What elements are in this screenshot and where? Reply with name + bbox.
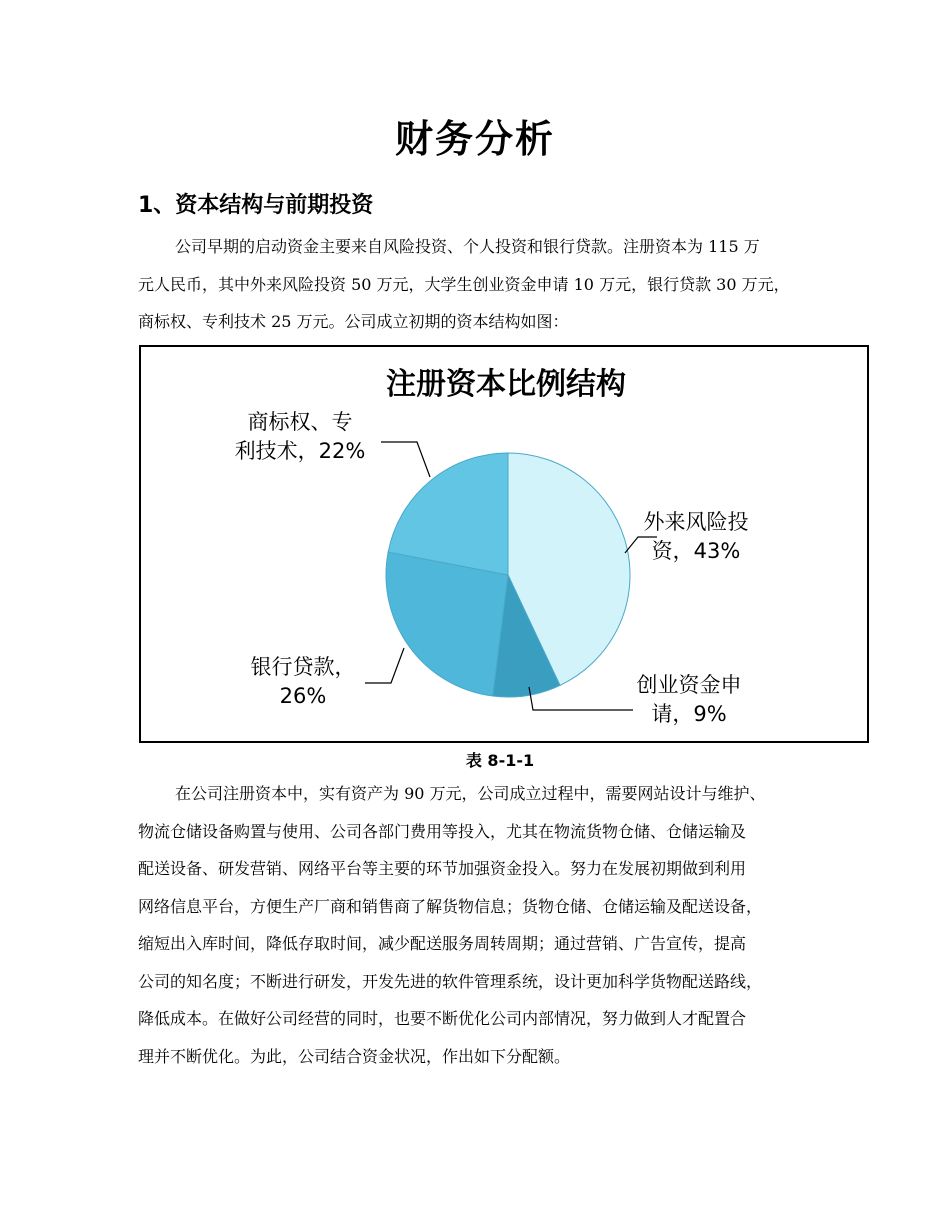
slice-label: 请，9% (651, 702, 727, 726)
chart-caption: 表 8-1-1 (465, 751, 535, 770)
paragraph-line: 网络信息平台，方便生产厂商和销售商了解货物信息；货物仓储、仓储运输及配送设备， (138, 896, 763, 916)
pie-chart (141, 347, 871, 745)
leader-line (381, 442, 430, 477)
pie-slice (386, 552, 508, 696)
paragraph-line: 商标权、专利技术 25 万元。公司成立初期的资本结构如图： (138, 312, 569, 331)
slice-label: 外来风险投 (643, 510, 749, 534)
section-heading: 1、资本结构与前期投资 (138, 193, 374, 218)
paragraph-line: 降低成本。在做好公司经营的同时，也要不断优化公司内部情况，努力做到人才配置合 (138, 1009, 747, 1028)
paragraph-line: 元人民币，其中外来风险投资 50 万元，大学生创业资金申请 10 万元，银行贷款 30 万元， (138, 274, 790, 294)
paragraph-line: 公司早期的启动资金主要来自风险投资、个人投资和银行贷款。注册资本为 115 万 (175, 237, 760, 256)
leader-line (365, 648, 404, 683)
chart-title: 注册资本比例结构 (386, 367, 626, 402)
page-title: 财务分析 (394, 117, 555, 161)
paragraph-line: 缩短出入库时间，降低存取时间，减少配送服务周转周期；通过营销、广告宣传，提高 (138, 934, 747, 953)
paragraph-line: 物流仓储设备购置与使用、公司各部门费用等投入，尤其在物流货物仓储、仓储运输及 (138, 821, 747, 841)
slice-label: 商标权、专 (247, 410, 353, 434)
intro-paragraph (138, 228, 856, 341)
paragraph-line: 在公司注册资本中，实有资产为 90 万元，公司成立过程中，需要网站设计与维护、 (175, 784, 766, 803)
pie-slices (386, 453, 630, 697)
paragraph-line: 公司的知名度；不断进行研发，开发先进的软件管理系统，设计更加科学货物配送路线， (138, 971, 763, 991)
slice-label: 利技术，22% (234, 439, 366, 463)
paragraph-line: 配送设备、研发营销、网络平台等主要的环节加强资金投入。努力在发展初期做到利用 (138, 859, 747, 878)
paragraph-line: 理并不断优化。为此，公司结合资金状况，作出如下分配额。 (138, 1046, 571, 1066)
slice-label: 26% (279, 684, 327, 708)
slice-label: 资，43% (651, 539, 741, 563)
body-paragraph (138, 775, 856, 1075)
pie-chart-frame (139, 345, 869, 743)
slice-label: 创业资金申 (636, 673, 742, 697)
slice-label: 银行贷款， (250, 655, 356, 679)
